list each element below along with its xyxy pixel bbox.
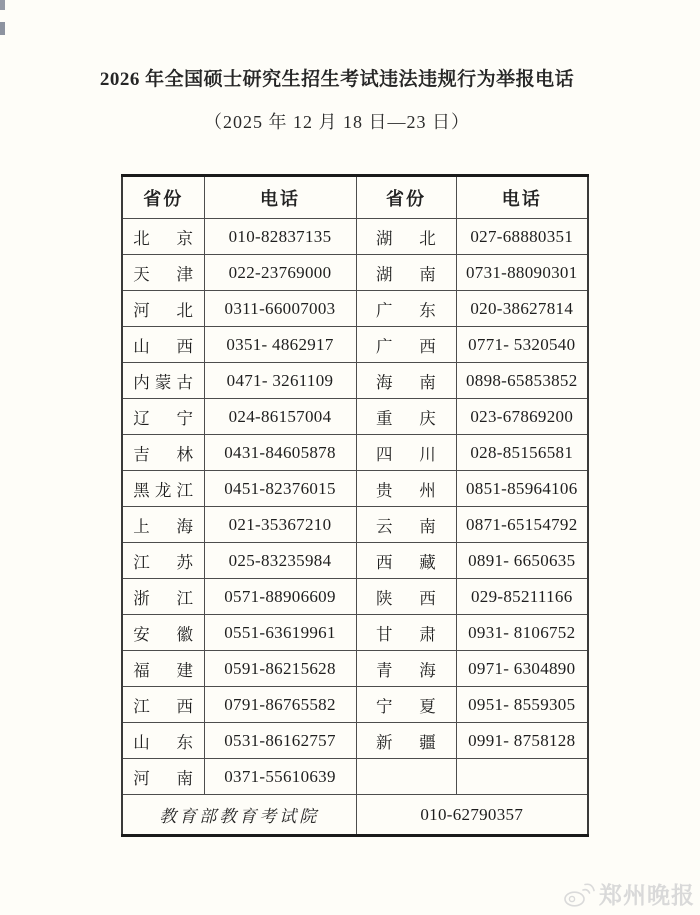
table-row (122, 291, 588, 327)
phone-cell: 0771- 5320540 (456, 327, 588, 363)
table-footer-row (122, 795, 588, 836)
province-cell (356, 651, 456, 687)
province-cell (356, 507, 456, 543)
province-name: 江苏 (133, 552, 194, 572)
table-row (122, 723, 588, 759)
phone-cell: 0451-82376015 (204, 471, 356, 507)
province-name: 安徽 (133, 624, 194, 644)
province-name: 海南 (376, 372, 436, 392)
phone-cell: 0591-86215628 (204, 651, 356, 687)
province-cell (122, 507, 204, 543)
province-name: 河南 (133, 768, 194, 788)
province-cell (356, 579, 456, 615)
table-row (122, 363, 588, 399)
phone-cell: 0351- 4862917 (204, 327, 356, 363)
province-cell (122, 255, 204, 291)
province-name: 广东 (376, 300, 436, 320)
table-header-row (122, 176, 588, 219)
report-phone-table (121, 174, 589, 837)
phone-cell: 0431-84605878 (204, 435, 356, 471)
phone-cell: 0898-65853852 (456, 363, 588, 399)
province-name: 山西 (133, 336, 194, 356)
province-cell (122, 759, 204, 795)
province-name: 新疆 (376, 732, 436, 752)
phone-cell: 0531-86162757 (204, 723, 356, 759)
phone-cell: 0931- 8106752 (456, 615, 588, 651)
province-cell (356, 615, 456, 651)
province-cell (122, 471, 204, 507)
province-name: 广西 (376, 336, 436, 356)
table-row (122, 651, 588, 687)
province-name: 天津 (133, 264, 194, 284)
province-name: 黑龙江 (133, 480, 194, 500)
table-row (122, 435, 588, 471)
province-name: 青海 (376, 660, 436, 680)
province-cell (122, 399, 204, 435)
table-body (122, 219, 588, 795)
province-name: 宁夏 (376, 696, 436, 716)
province-name: 辽宁 (133, 408, 194, 428)
province-cell (122, 651, 204, 687)
province-cell (356, 399, 456, 435)
province-name: 重庆 (376, 408, 436, 428)
weibo-icon (563, 880, 596, 908)
watermark-text: 郑州晚报 (599, 883, 695, 908)
phone-cell: 010-82837135 (204, 219, 356, 255)
table-row (122, 507, 588, 543)
phone-cell: 0731-88090301 (456, 255, 588, 291)
table-row (122, 615, 588, 651)
province-cell (122, 363, 204, 399)
phone-cell: 025-83235984 (204, 543, 356, 579)
phone-cell: 027-68880351 (456, 219, 588, 255)
province-cell (122, 723, 204, 759)
province-name: 河北 (133, 300, 194, 320)
province-name: 山东 (133, 732, 194, 752)
column-header-province-left: 省份 (122, 176, 204, 219)
table-row (122, 543, 588, 579)
table-row (122, 759, 588, 795)
province-name: 江西 (133, 696, 194, 716)
province-cell (356, 759, 456, 795)
province-name: 陕西 (376, 588, 436, 608)
footer-org-cell: 教育部教育考试院 (122, 795, 356, 836)
phone-cell: 0991- 8758128 (456, 723, 588, 759)
province-cell (356, 435, 456, 471)
phone-cell: 0951- 8559305 (456, 687, 588, 723)
phone-cell: 020-38627814 (456, 291, 588, 327)
province-name: 湖南 (376, 264, 436, 284)
column-header-phone-left: 电话 (204, 176, 356, 219)
table-row (122, 399, 588, 435)
province-cell (122, 687, 204, 723)
phone-cell (456, 759, 588, 795)
province-name: 四川 (376, 444, 436, 464)
table-row (122, 219, 588, 255)
table-row (122, 579, 588, 615)
phone-cell: 022-23769000 (204, 255, 356, 291)
province-cell (356, 255, 456, 291)
table-row (122, 471, 588, 507)
province-name: 西藏 (376, 552, 436, 572)
phone-cell: 0551-63619961 (204, 615, 356, 651)
province-name: 上海 (133, 516, 194, 536)
phone-cell: 0871-65154792 (456, 507, 588, 543)
province-name: 云南 (376, 516, 436, 536)
phone-cell: 029-85211166 (456, 579, 588, 615)
province-cell (122, 327, 204, 363)
province-cell (122, 615, 204, 651)
province-cell (356, 363, 456, 399)
phone-cell: 023-67869200 (456, 399, 588, 435)
province-cell (356, 543, 456, 579)
footer-phone-cell: 010-62790357 (356, 795, 588, 836)
column-header-phone-right: 电话 (456, 176, 588, 219)
phone-cell: 0971- 6304890 (456, 651, 588, 687)
province-name: 吉林 (133, 444, 194, 464)
province-cell (356, 219, 456, 255)
phone-cell: 0471- 3261109 (204, 363, 356, 399)
province-cell (356, 723, 456, 759)
phone-cell: 021-35367210 (204, 507, 356, 543)
page-subtitle: （2025 年 12 月 18 日—23 日） (204, 112, 470, 132)
phone-cell: 0791-86765582 (204, 687, 356, 723)
phone-cell: 0311-66007003 (204, 291, 356, 327)
phone-cell: 0891- 6650635 (456, 543, 588, 579)
province-name: 北京 (133, 228, 194, 248)
phone-cell: 0851-85964106 (456, 471, 588, 507)
document-header (0, 0, 674, 134)
province-cell (356, 291, 456, 327)
province-name: 内蒙古 (133, 372, 194, 392)
province-name: 浙江 (133, 588, 194, 608)
table-row (122, 255, 588, 291)
table-row (122, 327, 588, 363)
phone-cell: 024-86157004 (204, 399, 356, 435)
table-row (122, 687, 588, 723)
phone-cell: 028-85156581 (456, 435, 588, 471)
page-title: 2026 年全国硕士研究生招生考试违法违规行为举报电话 (99, 69, 575, 90)
province-cell (356, 327, 456, 363)
province-name: 贵州 (376, 480, 436, 500)
province-cell (356, 687, 456, 723)
province-name: 甘肃 (376, 624, 436, 644)
province-cell (122, 219, 204, 255)
province-name: 湖北 (376, 228, 436, 248)
province-cell (122, 435, 204, 471)
province-cell (122, 543, 204, 579)
province-cell (356, 471, 456, 507)
phone-cell: 0571-88906609 (204, 579, 356, 615)
column-header-province-right: 省份 (356, 176, 456, 219)
province-cell (122, 579, 204, 615)
province-cell (122, 291, 204, 327)
watermark (563, 877, 695, 910)
phone-cell: 0371-55610639 (204, 759, 356, 795)
province-name: 福建 (133, 660, 194, 680)
